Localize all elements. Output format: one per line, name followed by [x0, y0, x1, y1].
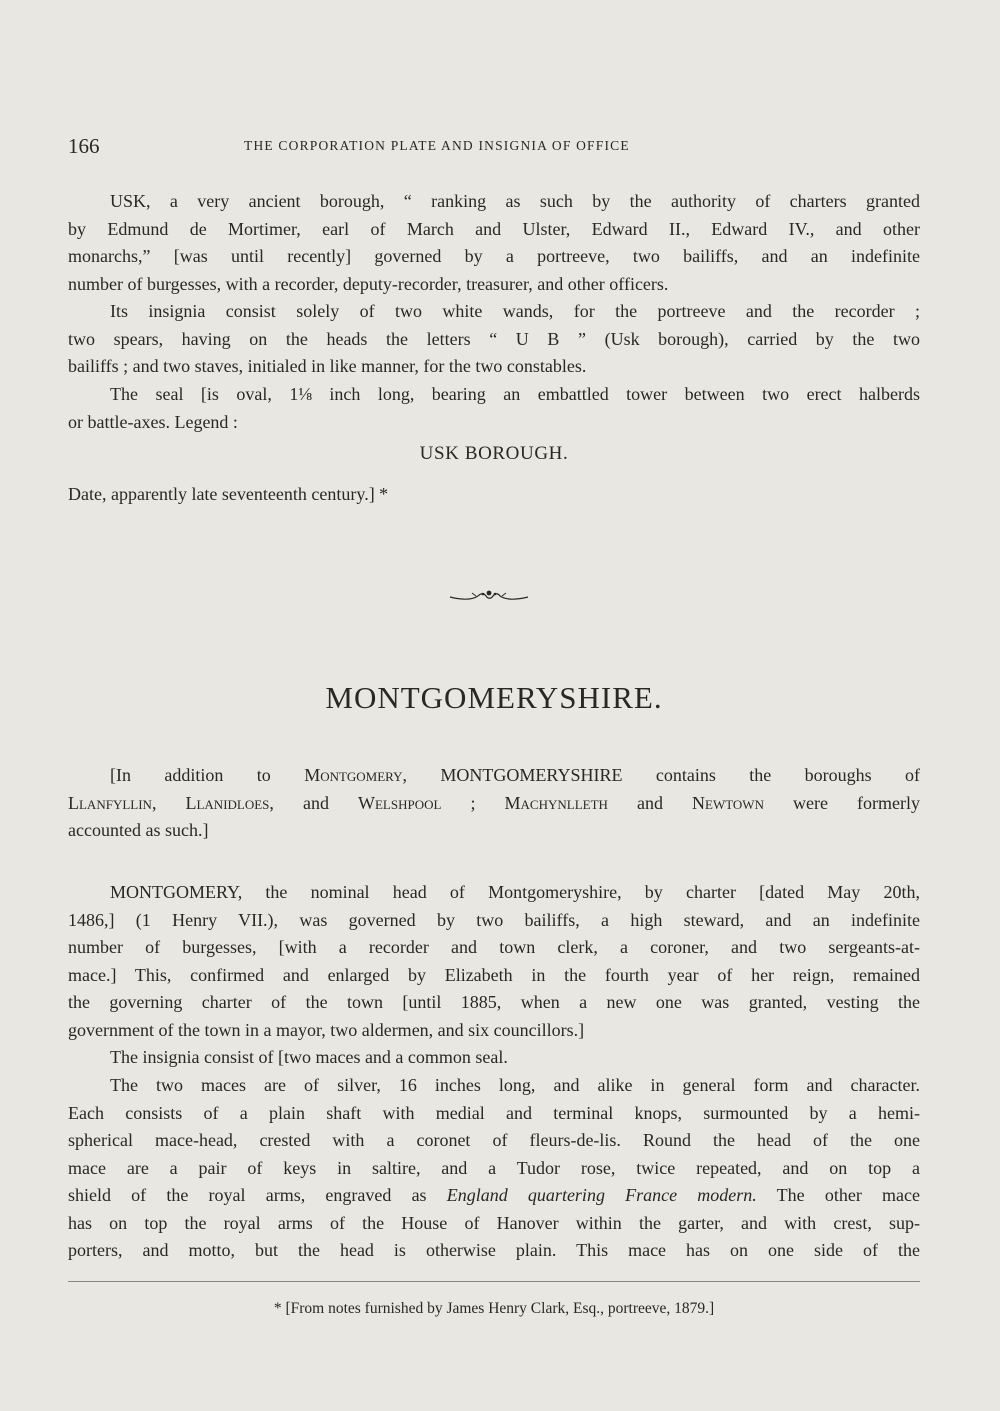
ornament-divider — [448, 588, 530, 604]
text-line: The seal [is oval, 1⅛ inch long, bearing an embattled tower between two erect halberds — [110, 384, 920, 404]
text-span: ; — [441, 792, 505, 813]
text-span: and — [607, 792, 692, 813]
text-line: bailiffs ; and two staves, initialed in like manner, for the two constables. — [68, 356, 587, 376]
text-line — [68, 1182, 920, 1210]
montgomery-paragraph-2 — [68, 1044, 920, 1072]
text-span: shield of the royal arms, engraved as — [68, 1185, 447, 1205]
text-line: USK, a very ancient borough, “ ranking as such by the authority of charters granted — [110, 191, 920, 211]
text-line: the governing charter of the town [until 1885, when a new one was granted, vesting the — [68, 992, 920, 1012]
text-line: number of burgesses, with a recorder, deputy-recorder, treasurer, and other officers. — [68, 273, 669, 294]
text-line: Each consists of a plain shaft with medial and terminal knops, surmounted by a hemi- — [68, 1102, 920, 1123]
text-line: mace.] This, confirmed and enlarged by Elizabeth in the fourth year of her reign, remained — [68, 964, 920, 985]
text-line: two spears, having on the heads the letters “ U B ” (Usk borough), carried by the two — [68, 328, 920, 349]
text-span: were formerly — [763, 792, 920, 813]
text-line — [68, 790, 920, 818]
borough-name: Welshpool — [358, 792, 442, 813]
text-span: [In addition to — [110, 765, 305, 785]
text-line — [68, 762, 920, 790]
borough-name: Llanidloes — [185, 792, 270, 813]
text-line: government of the town in a mayor, two aldermen, and six councillors.] — [68, 1019, 585, 1040]
usk-paragraph-2 — [68, 298, 920, 381]
text-line: mace are a pair of keys in saltire, and a Tudor rose, twice repeated, and on top a — [68, 1157, 920, 1178]
text-span: , and — [269, 792, 358, 813]
usk-paragraph-1 — [68, 188, 920, 298]
running-head: THE CORPORATION PLATE AND INSIGNIA OF OFFICE — [244, 138, 630, 153]
text-line: by Edmund de Mortimer, earl of March and Ulster, Edward II., Edward IV., and other — [68, 218, 920, 239]
borough-name: Newtown — [692, 792, 764, 813]
text-line: Date, apparently late seventeenth century.] * — [68, 484, 389, 504]
text-span: The other mace — [756, 1185, 920, 1205]
text-line: spherical mace-head, crested with a coronet of fleurs-de-lis. Round the head of the one — [68, 1130, 920, 1150]
footnote: * [From notes furnished by James Henry Clark, Esq., portreeve, 1879.] — [273, 1300, 715, 1317]
text-line: The two maces are of silver, 16 inches long, and alike in general form and character. — [110, 1075, 920, 1095]
page-header — [68, 134, 728, 158]
borough-name: Llanfyllin — [68, 792, 152, 813]
montgomery-paragraph-3 — [68, 1072, 920, 1265]
intro-paragraph — [68, 762, 920, 845]
borough-name: Machynlleth — [504, 792, 608, 813]
seal-legend: USK BOROUGH. — [419, 443, 569, 464]
section-title: MONTGOMERYSHIRE. — [325, 680, 663, 715]
usk-paragraph-3 — [68, 381, 920, 436]
text-line: porters, and motto, but the head is otherwise plain. This mace has on one side of the — [68, 1240, 920, 1260]
montgomery-paragraph-1 — [68, 879, 920, 1044]
text-line: monarchs,” [was until recently] governed by a portreeve, two bailiffs, and an indefinite — [68, 246, 920, 266]
text-span: , MONTGOMERYSHIRE contains the boroughs of — [402, 765, 921, 785]
footnote-rule — [68, 1281, 920, 1282]
text-line: The insignia consist of [two maces and a common seal. — [110, 1047, 508, 1067]
borough-name: Montgomery — [304, 765, 403, 785]
text-line: has on top the royal arms of the House of Hanover within the garter, and with crest, sup- — [68, 1212, 920, 1233]
text-line: MONTGOMERY, the nominal head of Montgomeryshire, by charter [dated May 20th, — [110, 882, 920, 902]
text-span: , — [151, 792, 186, 813]
text-line: Its insignia consist solely of two white wands, for the portreeve and the recorder ; — [110, 301, 920, 321]
page-number: 166 — [68, 134, 100, 158]
text-line: accounted as such.] — [68, 820, 209, 840]
text-line: 1486,] (1 Henry VII.), was governed by two bailiffs, a high steward, and an indefinite — [68, 909, 920, 930]
text-line: or battle-axes. Legend : — [68, 411, 238, 432]
text-line: number of burgesses, [with a recorder and town clerk, a coroner, and two sergeants-at- — [68, 937, 920, 957]
usk-date-line — [68, 481, 920, 509]
italic-phrase: England quartering France modern. — [446, 1185, 757, 1205]
